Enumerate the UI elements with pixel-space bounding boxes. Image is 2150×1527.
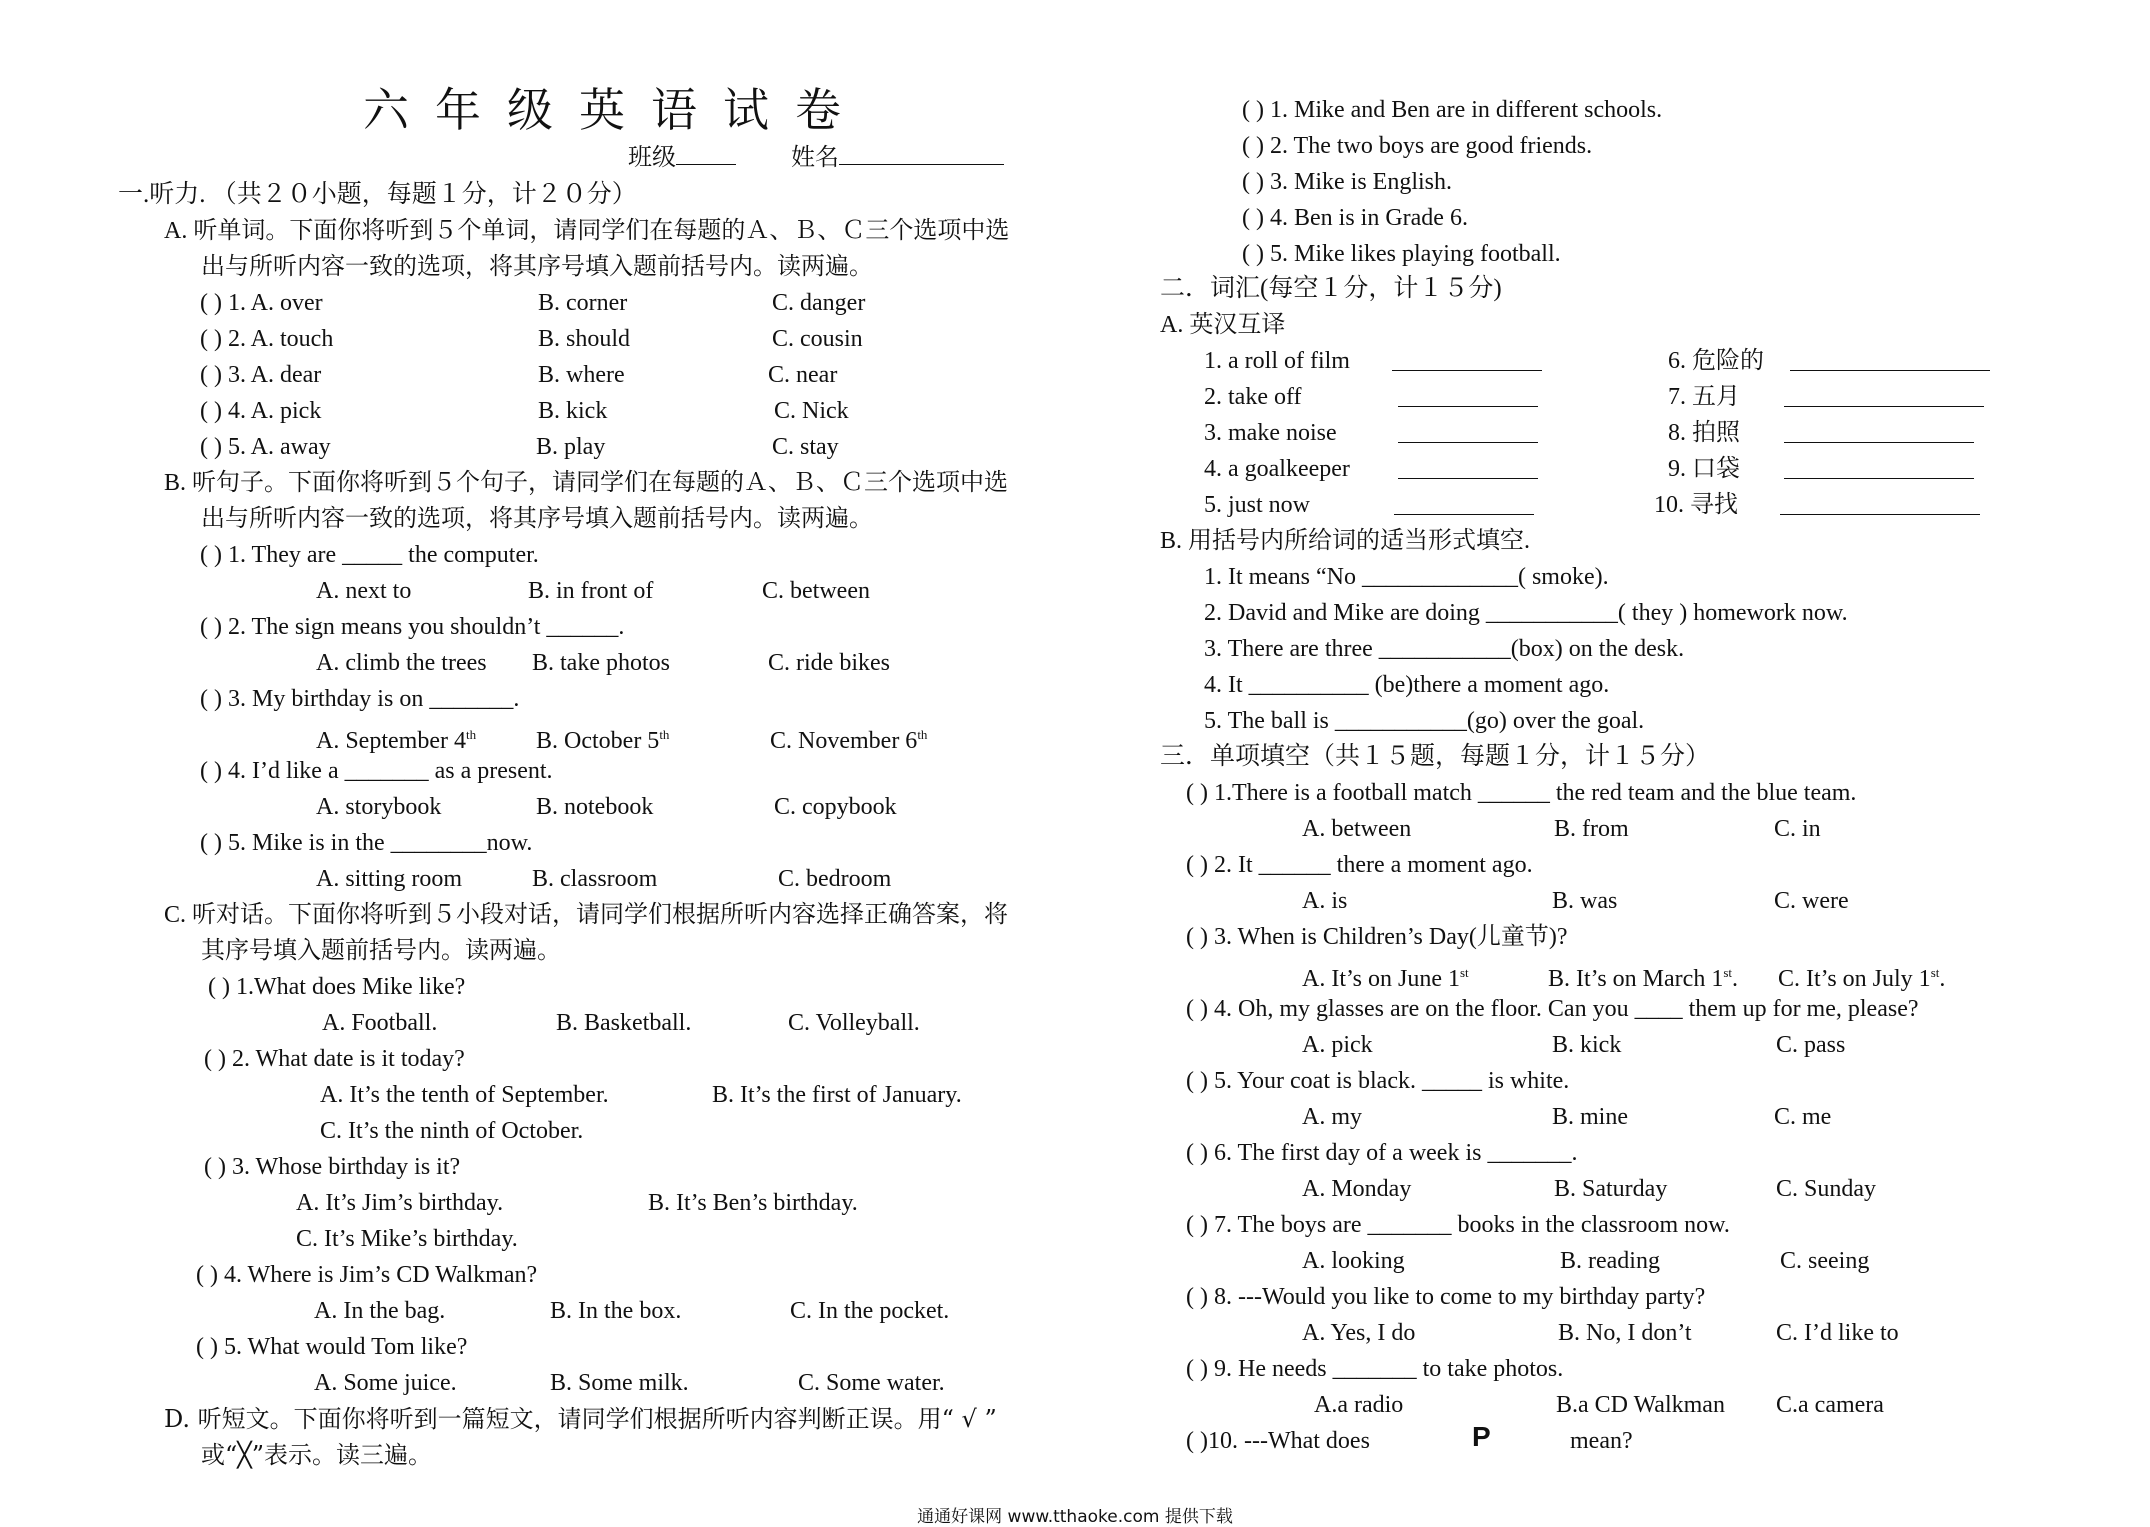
option-c: C. It’s Mike’s birthday. bbox=[296, 1226, 518, 1252]
option-b: B. corner bbox=[538, 290, 628, 316]
option-a: A. It’s the tenth of September. bbox=[320, 1082, 609, 1108]
part1-c-instruction: C. 听对话。下面你将听到５小段对话，请同学们根据所听内容选择正确答案，将 bbox=[164, 902, 1009, 928]
option-b: B. In the box. bbox=[550, 1298, 682, 1324]
question: ( ) 1. They are _____ the computer. bbox=[200, 542, 539, 568]
option-c: C. between bbox=[762, 578, 870, 604]
option-b: B. should bbox=[538, 326, 631, 352]
option-c: C. bedroom bbox=[778, 866, 892, 892]
option-c: C. Volleyball. bbox=[788, 1010, 920, 1036]
option-c: C. cousin bbox=[772, 326, 863, 352]
list-item: ( ) 5. Mike likes playing football. bbox=[1242, 241, 1561, 267]
list-item: 2. David and Mike are doing ___________( they ) homework now. bbox=[1204, 600, 1848, 626]
option-c: C. pass bbox=[1776, 1032, 1846, 1058]
option-a: A. next to bbox=[316, 578, 412, 604]
vocab-item: 1. a roll of film bbox=[1204, 348, 1350, 374]
option-b: B. Some milk. bbox=[550, 1370, 689, 1396]
option-c: C. were bbox=[1774, 888, 1849, 914]
part1-b-instruction-2: 出与所听内容一致的选项，将其序号填入题前括号内。读两遍。 bbox=[201, 506, 873, 532]
option-b: B. where bbox=[538, 362, 625, 388]
answer-blank[interactable] bbox=[1398, 456, 1538, 479]
answer-blank[interactable] bbox=[1398, 384, 1538, 407]
option-b: B. reading bbox=[1560, 1248, 1660, 1274]
option-c: C. Nick bbox=[774, 398, 849, 424]
option-a: A. sitting room bbox=[316, 866, 463, 892]
answer-blank[interactable] bbox=[1784, 420, 1974, 443]
vocab-item: 8. 拍照 bbox=[1668, 420, 1740, 446]
question: ( ) 4. I’d like a _______ as a present. bbox=[200, 758, 553, 784]
option-c: C. near bbox=[768, 362, 838, 388]
question: ( ) 3. Whose birthday is it? bbox=[204, 1154, 461, 1180]
question: ( ) 6. The first day of a week is _______. bbox=[1186, 1140, 1578, 1166]
option-a: A. between bbox=[1302, 816, 1412, 842]
option-c: C. in bbox=[1774, 816, 1821, 842]
option-a: A. Football. bbox=[322, 1010, 438, 1036]
vocab-item: 10. 寻找 bbox=[1654, 492, 1738, 518]
option-b: B. from bbox=[1554, 816, 1629, 842]
answer-blank[interactable] bbox=[1790, 348, 1990, 371]
question: ( ) 5. A. away bbox=[200, 434, 331, 460]
question: ( ) 8. ---Would you like to come to my birthday party? bbox=[1186, 1284, 1706, 1310]
question: ( ) 2. It ______ there a moment ago. bbox=[1186, 852, 1533, 878]
option-c: C. stay bbox=[772, 434, 839, 460]
list-item: ( ) 3. Mike is English. bbox=[1242, 169, 1452, 195]
question: ( ) 3. A. dear bbox=[200, 362, 322, 388]
name-label: 姓名 bbox=[791, 142, 1004, 173]
question: ( ) 4. A. pick bbox=[200, 398, 322, 424]
option-b: B. It’s the first of January. bbox=[712, 1082, 962, 1108]
question: ( ) 1.What does Mike like? bbox=[208, 974, 466, 1000]
question-tail: mean? bbox=[1570, 1428, 1633, 1454]
option-a: A. is bbox=[1302, 888, 1348, 914]
question: ( ) 2. What date is it today? bbox=[204, 1046, 465, 1072]
answer-blank[interactable] bbox=[1784, 384, 1984, 407]
option-b: B.a CD Walkman bbox=[1556, 1392, 1725, 1418]
option-c: C.a camera bbox=[1776, 1392, 1884, 1418]
option-c: C. I’d like to bbox=[1776, 1320, 1899, 1346]
option-c: C. me bbox=[1774, 1104, 1832, 1130]
option-c: C. Sunday bbox=[1776, 1176, 1877, 1202]
option-c: C. It’s on July 1st. bbox=[1778, 965, 1946, 992]
question: ( ) 2. A. touch bbox=[200, 326, 334, 352]
question: ( ) 3. When is Children’s Day(儿童节)? bbox=[1186, 924, 1568, 950]
option-c: C. Some water. bbox=[798, 1370, 945, 1396]
option-a: A. Monday bbox=[1302, 1176, 1412, 1202]
vocab-item: 2. take off bbox=[1204, 384, 1302, 410]
vocab-item: 5. just now bbox=[1204, 492, 1311, 518]
page-title: 六年级英语试卷 bbox=[363, 83, 867, 137]
option-b: B. in front of bbox=[528, 578, 654, 604]
option-b: B. It’s Ben’s birthday. bbox=[648, 1190, 858, 1216]
option-c: C. ride bikes bbox=[768, 650, 890, 676]
vocab-item: 4. a goalkeeper bbox=[1204, 456, 1350, 482]
question: ( ) 5. What would Tom like? bbox=[196, 1334, 468, 1360]
question: ( ) 5. Your coat is black. _____ is white. bbox=[1186, 1068, 1570, 1094]
list-item: 1. It means “No _____________( smoke). bbox=[1204, 564, 1609, 590]
part1-heading: 一.听力. （共２０小题，每题１分，计２０分） bbox=[118, 181, 637, 208]
question: ( ) 5. Mike is in the ________now. bbox=[200, 830, 533, 856]
part1-a-instruction: A. 听单词。下面你将听到５个单词，请同学们在每题的Ａ、Ｂ、Ｃ三个选项中选 bbox=[164, 218, 1010, 244]
part1-b-instruction: B. 听句子。下面你将听到５个句子，请同学们在每题的Ａ、Ｂ、Ｃ三个选项中选 bbox=[164, 470, 1009, 496]
part1-d-instruction-2: 或“╳”表示。读三遍。 bbox=[201, 1441, 432, 1469]
answer-blank[interactable] bbox=[1398, 420, 1538, 443]
option-a: A. In the bag. bbox=[314, 1298, 446, 1324]
option-a: A. Yes, I do bbox=[1302, 1320, 1416, 1346]
option-b: B. take photos bbox=[532, 650, 670, 676]
option-b: B. classroom bbox=[532, 866, 658, 892]
question: ( ) 4. Where is Jim’s CD Walkman? bbox=[196, 1262, 538, 1288]
footer-text: 通通好课网 www.tthaoke.com 提供下载 bbox=[917, 1507, 1233, 1527]
parking-sign-icon: P bbox=[1472, 1421, 1491, 1452]
option-c: C. It’s the ninth of October. bbox=[320, 1118, 584, 1144]
question: ( ) 3. My birthday is on _______. bbox=[200, 686, 520, 712]
question: ( ) 4. Oh, my glasses are on the floor. Can you ____ them up for me, please? bbox=[1186, 996, 1919, 1022]
vocab-item: 6. 危险的 bbox=[1668, 348, 1764, 374]
option-a: A. climb the trees bbox=[316, 650, 487, 676]
list-item: ( ) 2. The two boys are good friends. bbox=[1242, 133, 1593, 159]
option-a: A. Some juice. bbox=[314, 1370, 457, 1396]
part2-b-title: B. 用括号内所给词的适当形式填空. bbox=[1160, 528, 1531, 554]
list-item: ( ) 4. Ben is in Grade 6. bbox=[1242, 205, 1468, 231]
option-a: A. It’s Jim’s birthday. bbox=[296, 1190, 504, 1216]
vocab-item: 9. 口袋 bbox=[1668, 456, 1740, 482]
option-b: B. No, I don’t bbox=[1558, 1320, 1692, 1346]
option-b: B. October 5th bbox=[536, 727, 670, 754]
option-a: A. pick bbox=[1302, 1032, 1373, 1058]
vocab-item: 3. make noise bbox=[1204, 420, 1337, 446]
option-b: B. play bbox=[536, 434, 606, 460]
option-b: B. notebook bbox=[536, 794, 654, 820]
option-a: A. It’s on June 1st bbox=[1302, 965, 1469, 992]
list-item: 5. The ball is ___________(go) over the goal. bbox=[1204, 708, 1645, 734]
class-label: 班级 bbox=[628, 142, 736, 173]
option-a: A. my bbox=[1302, 1104, 1362, 1130]
part2-a-title: A. 英汉互译 bbox=[1160, 312, 1286, 338]
part1-a-instruction-2: 出与所听内容一致的选项，将其序号填入题前括号内。读两遍。 bbox=[201, 254, 873, 280]
option-b: B. Basketball. bbox=[556, 1010, 692, 1036]
answer-blank[interactable] bbox=[1394, 492, 1534, 515]
part3-heading: 三．单项填空（共１５题，每题１分，计１５分） bbox=[1160, 743, 1711, 770]
option-c: C. copybook bbox=[774, 794, 897, 820]
option-b: B. mine bbox=[1552, 1104, 1628, 1130]
option-b: B. kick bbox=[538, 398, 608, 424]
option-c: C. November 6th bbox=[770, 727, 928, 754]
list-item: ( ) 1. Mike and Ben are in different schools. bbox=[1242, 97, 1663, 123]
option-c: C. danger bbox=[772, 290, 866, 316]
part2-heading: 二．词汇(每空１分，计１５分) bbox=[1160, 275, 1502, 302]
option-b: B. It’s on March 1st. bbox=[1548, 965, 1738, 992]
option-a: A. storybook bbox=[316, 794, 442, 820]
option-a: A. September 4th bbox=[316, 727, 477, 754]
question: ( ) 1. A. over bbox=[200, 290, 323, 316]
option-c: C. In the pocket. bbox=[790, 1298, 950, 1324]
answer-blank[interactable] bbox=[1784, 456, 1974, 479]
option-a: A.a radio bbox=[1314, 1392, 1404, 1418]
question: ( ) 1.There is a football match ______ the red team and the blue team. bbox=[1186, 780, 1857, 806]
option-a: A. looking bbox=[1302, 1248, 1405, 1274]
list-item: 4. It __________ (be)there a moment ago. bbox=[1204, 672, 1610, 698]
vocab-item: 7. 五月 bbox=[1668, 384, 1740, 410]
answer-blank[interactable] bbox=[1392, 348, 1542, 371]
question: ( ) 9. He needs _______ to take photos. bbox=[1186, 1356, 1564, 1382]
part1-c-instruction-2: 其序号填入题前括号内。读两遍。 bbox=[201, 938, 561, 964]
question: ( )10. ---What does bbox=[1186, 1428, 1370, 1454]
option-b: B. Saturday bbox=[1554, 1176, 1668, 1202]
question: ( ) 7. The boys are _______ books in the classroom now. bbox=[1186, 1212, 1730, 1238]
question: ( ) 2. The sign means you shouldn’t ______. bbox=[200, 614, 625, 640]
answer-blank[interactable] bbox=[1780, 492, 1980, 515]
footer bbox=[0, 1502, 2150, 1527]
list-item: 3. There are three ___________(box) on the desk. bbox=[1204, 636, 1685, 662]
option-b: B. kick bbox=[1552, 1032, 1622, 1058]
part1-d-instruction: D. 听短文。下面你将听到一篇短文，请同学们根据所听内容判断正误。用“ √ ” bbox=[164, 1405, 997, 1433]
option-c: C. seeing bbox=[1780, 1248, 1870, 1274]
option-b: B. was bbox=[1552, 888, 1618, 914]
